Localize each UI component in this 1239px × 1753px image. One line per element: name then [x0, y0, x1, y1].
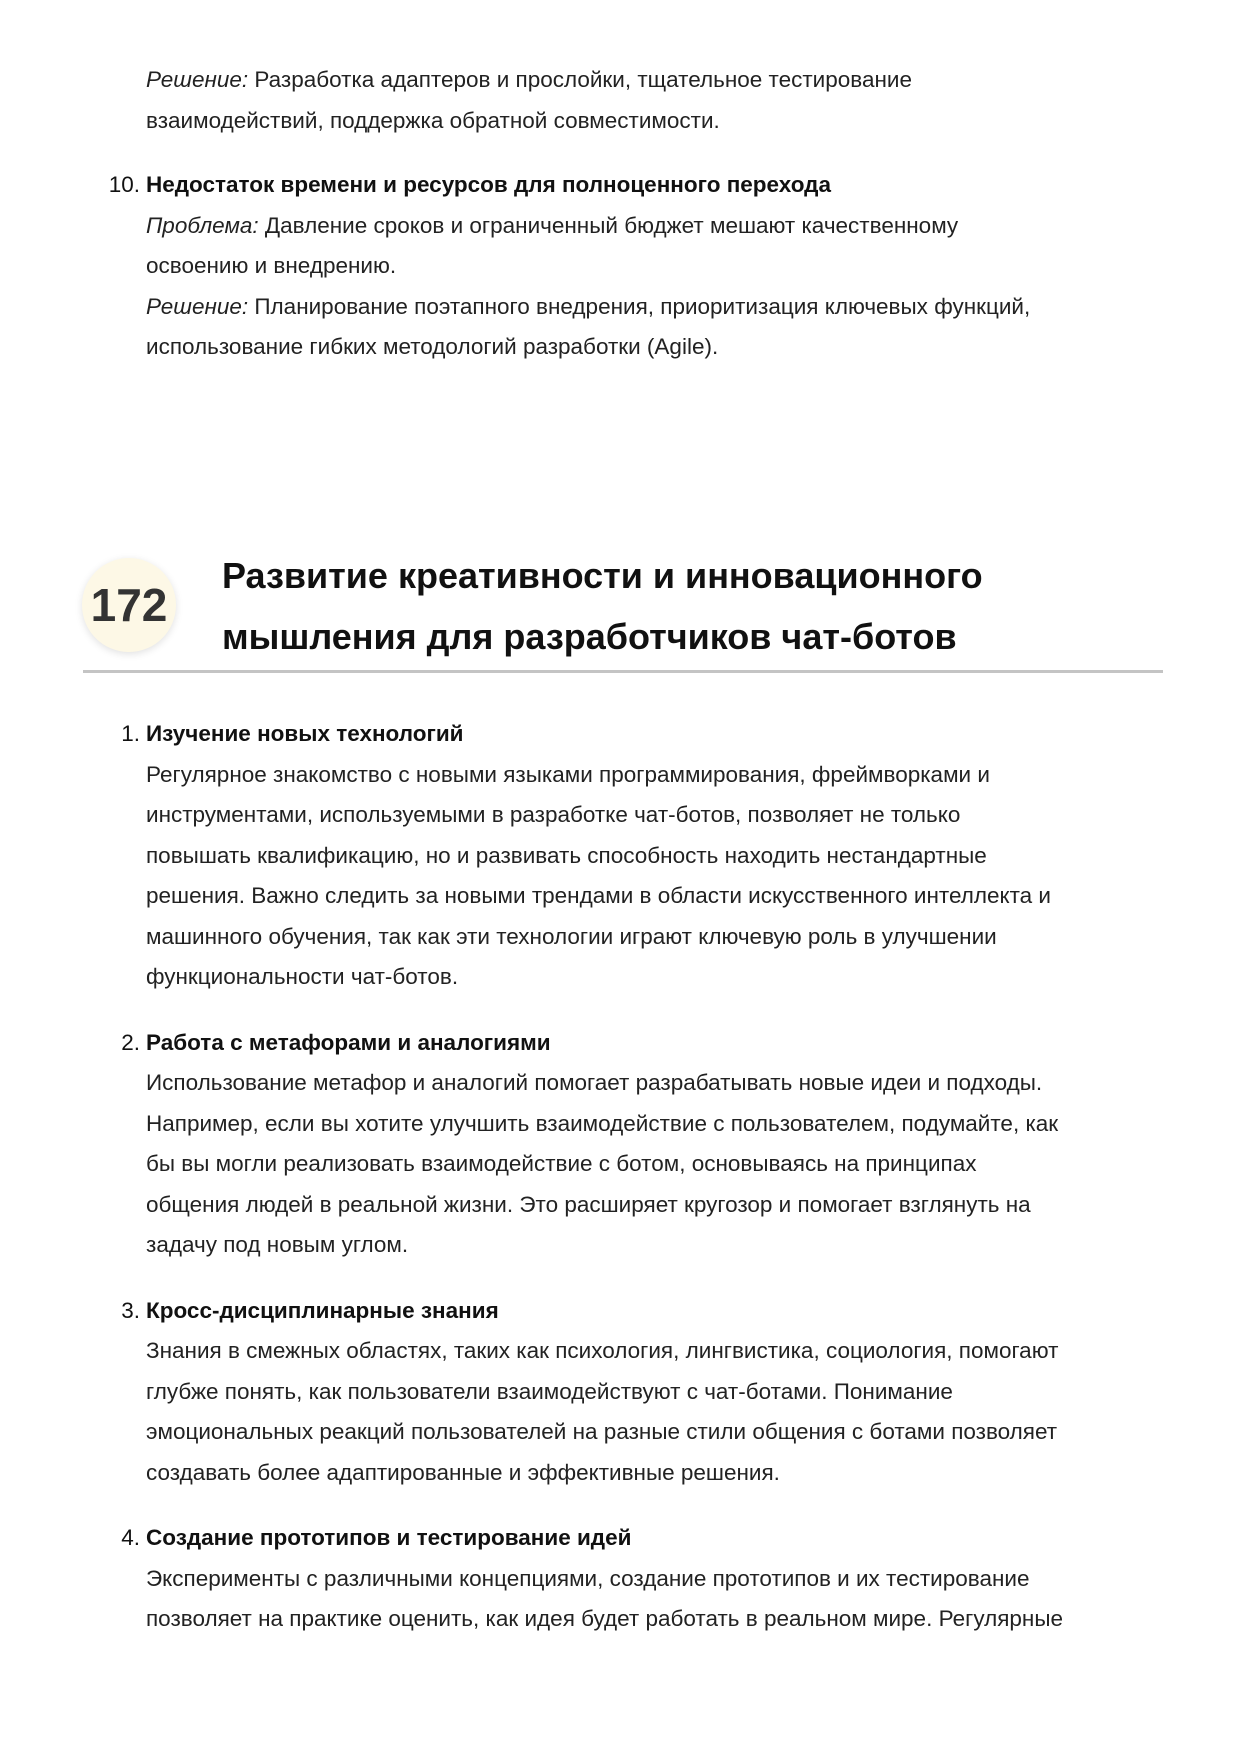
heading-line: мышления для разработчиков чат-ботов: [222, 616, 957, 657]
heading-line: Развитие креативности и инновационного: [222, 555, 983, 596]
text-line: инструментами, используемыми в разработке чат-ботов, позволяет не только: [146, 802, 961, 827]
text-line: Знания в смежных областях, таких как психология, лингвистика, социология, помогают: [146, 1338, 1059, 1363]
text-line: глубже понять, как пользователи взаимодействуют с чат-ботами. Понимание: [146, 1378, 953, 1404]
text-line: Использование метафор и аналогий помогает разрабатывать новые идеи и подходы.: [146, 1070, 1043, 1095]
item-number: 1.: [121, 721, 140, 746]
item-title: Недостаток времени и ресурсов для полноценного перехода: [146, 172, 831, 197]
text-line: решения. Важно следить за новыми трендами в области искусственного интеллекта и: [146, 883, 1051, 908]
section-number-badge: 172: [82, 558, 176, 652]
list-item: [121, 714, 1176, 998]
text-line: использование гибких методологий разработки (Agile).: [146, 334, 719, 359]
text-line: общения людей в реальной жизни. Это расширяет кругозор и помогает взглянуть на: [146, 1191, 1031, 1217]
text-line: позволяет на практике оценить, как идея будет работать в реальном мире. Регулярные: [146, 1606, 1064, 1631]
item-number: 4.: [121, 1525, 140, 1550]
section-heading: [222, 545, 983, 667]
text-line: Регулярное знакомство с новыми языками программирования, фреймворками и: [146, 761, 990, 787]
problem-label: Проблема:: [146, 212, 259, 238]
text-line: создавать более адаптированные и эффективные решения.: [146, 1459, 780, 1485]
section-list: [121, 714, 1176, 1665]
text-line: бы вы могли реализовать взаимодействие с ботом, основываясь на принципах: [146, 1151, 977, 1176]
item-title: Работа с метафорами и аналогиями: [146, 1029, 551, 1055]
solution-label: Решение:: [146, 67, 249, 92]
item-title: Создание прототипов и тестирование идей: [146, 1525, 632, 1550]
list-item: [121, 1023, 1176, 1266]
list-item: [121, 1518, 1176, 1640]
list-item-10: [108, 165, 1176, 368]
text-line: повышать квалификацию, но и развивать способность находить нестандартные: [146, 842, 987, 868]
text-line: Эксперименты с различными концепциями, создание прототипов и их тестирование: [146, 1565, 1030, 1591]
item-title: Кросс-дисциплинарные знания: [146, 1297, 499, 1323]
solution-label: Решение:: [146, 293, 249, 319]
item-number: 3.: [121, 1297, 140, 1323]
text-line: эмоциональных реакций пользователей на разные стили общения с ботами позволяет: [146, 1419, 1058, 1444]
text-line: машинного обучения, так как эти технологии играют ключевую роль в улучшении: [146, 923, 997, 949]
item-number: 10.: [108, 172, 140, 197]
text-line: взаимодействий, поддержка обратной совместимости.: [146, 107, 720, 133]
text-line: функциональности чат-ботов.: [146, 964, 459, 989]
previous-solution: [146, 60, 1176, 141]
list-item: [121, 1291, 1176, 1494]
text-line: Планирование поэтапного внедрения, приоритизация ключевых функций,: [248, 293, 1031, 319]
text-line: Например, если вы хотите улучшить взаимодействие с пользователем, подумайте, как: [146, 1110, 1059, 1136]
text-line: освоению и внедрению.: [146, 253, 397, 278]
text-line: Разработка адаптеров и прослойки, тщательное тестирование: [248, 67, 912, 92]
heading-divider: [83, 670, 1163, 673]
item-title: Изучение новых технологий: [146, 721, 464, 746]
text-line: задачу под новым углом.: [146, 1232, 409, 1257]
text-line: Давление сроков и ограниченный бюджет мешают качественному: [258, 212, 959, 238]
item-number: 2.: [121, 1029, 140, 1055]
